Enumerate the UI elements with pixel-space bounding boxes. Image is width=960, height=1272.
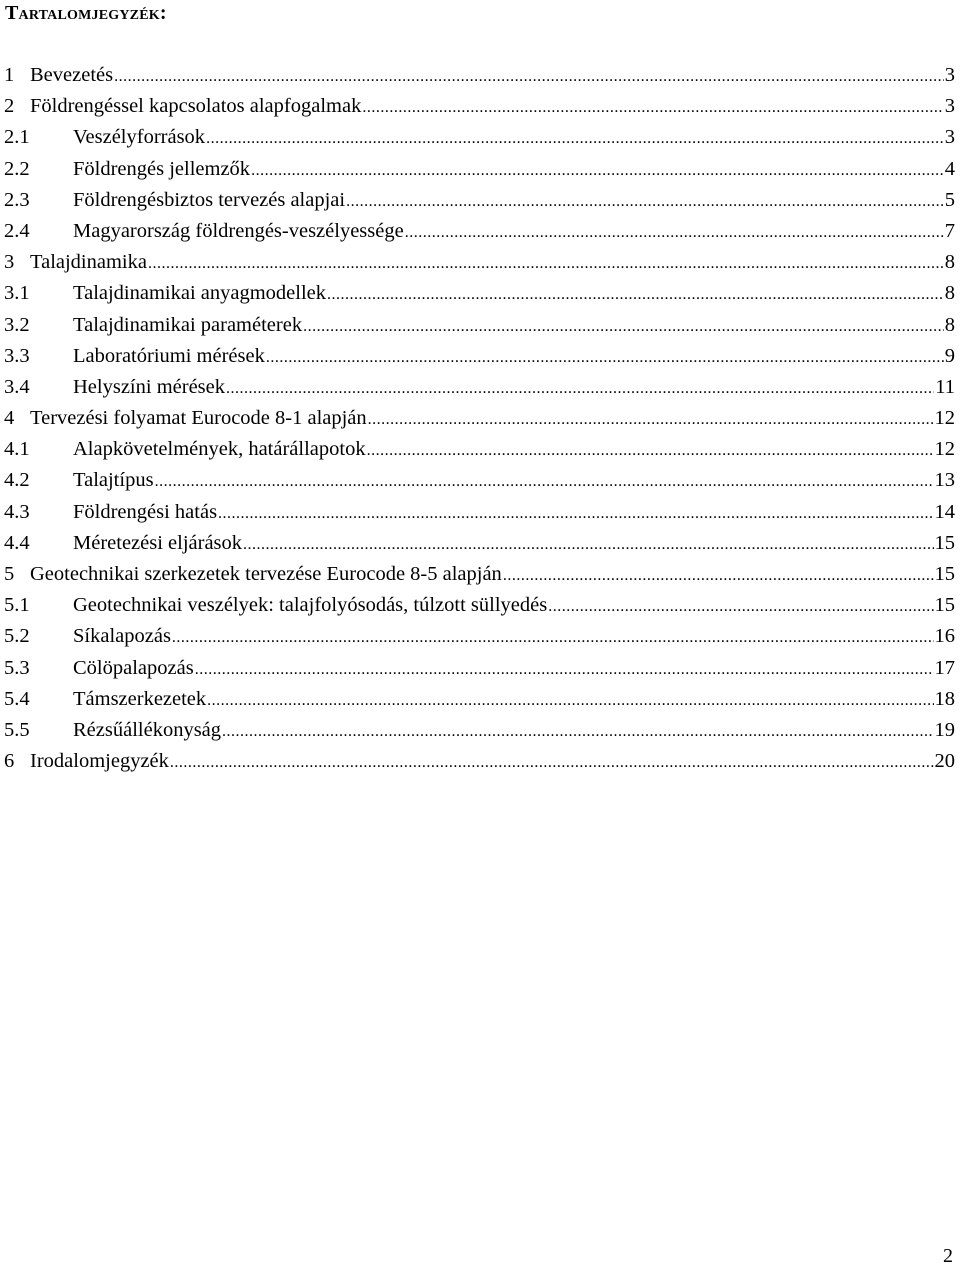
toc-entry-page: 3 <box>944 91 955 122</box>
toc-entry-page: 17 <box>934 653 956 684</box>
toc-entry-number: 3 <box>4 251 15 274</box>
toc-entry-label: Méretezési eljárások <box>73 528 243 559</box>
dot-leader <box>226 373 934 404</box>
toc-entry[interactable] <box>0 154 960 185</box>
toc-entry-page: 19 <box>934 715 956 746</box>
toc-entry-label: Rézsűállékonyság <box>73 715 222 746</box>
toc-entry-label: Laboratóriumi mérések <box>73 341 266 372</box>
toc-entry-label: Talajtípus <box>73 465 155 496</box>
dot-leader <box>346 186 944 217</box>
toc-entry-number: 4.2 <box>4 469 30 492</box>
toc-entry-number: 2.4 <box>4 219 30 242</box>
toc-entry-label: Talajdinamika <box>30 247 148 278</box>
toc-entry[interactable] <box>0 278 960 309</box>
toc-entry-page: 4 <box>944 154 955 185</box>
toc-entry[interactable] <box>0 122 960 153</box>
toc-entry-page: 15 <box>934 590 956 621</box>
toc-entry-number: 4 <box>4 407 15 430</box>
toc-entry-label: Cölöpalapozás <box>73 653 195 684</box>
dot-leader <box>243 529 933 560</box>
dot-leader <box>195 654 934 685</box>
toc-list <box>0 60 960 777</box>
toc-entry[interactable] <box>0 403 960 434</box>
toc-entry-page: 9 <box>944 341 955 372</box>
toc-entry[interactable] <box>0 341 960 372</box>
toc-entry-label: Támszerkezetek <box>73 684 207 715</box>
dot-leader <box>207 685 933 716</box>
toc-entry-number: 5.5 <box>4 718 30 741</box>
toc-entry-page: 8 <box>944 278 955 309</box>
toc-entry-number: 5.4 <box>4 687 30 710</box>
toc-entry[interactable] <box>0 465 960 496</box>
toc-title: Tartalomjegyzék: <box>5 2 167 24</box>
dot-leader <box>405 217 944 248</box>
toc-entry-page: 12 <box>934 434 956 465</box>
toc-entry-label: Helyszíni mérések <box>73 372 226 403</box>
dot-leader <box>503 560 934 591</box>
toc-entry-page: 12 <box>934 403 956 434</box>
toc-entry-number: 5.2 <box>4 625 30 648</box>
toc-entry[interactable] <box>0 60 960 91</box>
dot-leader <box>114 61 944 92</box>
toc-entry-label: Földrengésbiztos tervezés alapjai <box>73 185 346 216</box>
toc-entry-number: 5.3 <box>4 656 30 679</box>
dot-leader <box>362 92 943 123</box>
dot-leader <box>251 155 944 186</box>
toc-entry[interactable] <box>0 653 960 684</box>
toc-entry-label: Geotechnikai veszélyek: talajfolyósodás, túlzott süllyedés <box>73 590 548 621</box>
toc-entry[interactable] <box>0 559 960 590</box>
toc-entry-label: Alapkövetelmények, határállapotok <box>73 434 367 465</box>
toc-entry-number: 2 <box>4 95 15 118</box>
toc-entry-label: Földrengés jellemzők <box>73 154 251 185</box>
toc-entry-number: 1 <box>4 64 15 86</box>
dot-leader <box>206 123 944 154</box>
toc-entry-number: 5.1 <box>4 594 30 617</box>
toc-entry[interactable] <box>0 247 960 278</box>
toc-entry-number: 4.4 <box>4 531 30 554</box>
toc-entry-number: 3.2 <box>4 313 30 336</box>
toc-entry[interactable] <box>0 497 960 528</box>
toc-entry-number: 4.3 <box>4 500 30 523</box>
toc-entry-label: Síkalapozás <box>73 621 172 652</box>
toc-entry[interactable] <box>0 528 960 559</box>
dot-leader <box>548 591 933 622</box>
toc-entry[interactable] <box>0 216 960 247</box>
dot-leader <box>367 435 934 466</box>
toc-entry-number: 3.1 <box>4 282 30 305</box>
toc-entry-page: 11 <box>934 372 955 403</box>
toc-entry[interactable] <box>0 590 960 621</box>
toc-entry[interactable] <box>0 621 960 652</box>
toc-entry[interactable] <box>0 185 960 216</box>
toc-entry-label: Földrengéssel kapcsolatos alapfogalmak <box>30 91 362 122</box>
toc-entry-page: 3 <box>944 122 955 153</box>
toc-entry-label: Irodalomjegyzék <box>30 746 170 777</box>
toc-entry-label: Magyarország földrengés-veszélyessége <box>73 216 405 247</box>
toc-entry[interactable] <box>0 715 960 746</box>
dot-leader <box>368 404 934 435</box>
toc-entry[interactable] <box>0 746 960 777</box>
toc-entry-label: Földrengési hatás <box>73 497 218 528</box>
toc-entry[interactable] <box>0 372 960 403</box>
toc-entry-number: 3.3 <box>4 344 30 367</box>
toc-entry-page: 8 <box>944 310 955 341</box>
dot-leader <box>327 279 944 310</box>
toc-entry-page: 3 <box>944 60 955 91</box>
toc-entry-page: 14 <box>934 497 956 528</box>
dot-leader <box>218 498 933 529</box>
toc-entry-number: 3.4 <box>4 375 30 398</box>
toc-entry-page: 13 <box>934 465 956 496</box>
toc-entry-number: 2.3 <box>4 188 30 211</box>
page-number: 2 <box>943 1245 953 1267</box>
toc-entry-label: Bevezetés <box>30 60 114 91</box>
toc-entry-number: 2.1 <box>4 126 30 149</box>
toc-entry-page: 16 <box>934 621 956 652</box>
dot-leader <box>303 311 944 342</box>
toc-entry[interactable] <box>0 310 960 341</box>
toc-entry-page: 8 <box>944 247 955 278</box>
toc-entry-page: 20 <box>934 746 956 777</box>
toc-entry[interactable] <box>0 91 960 122</box>
dot-leader <box>148 248 944 279</box>
toc-entry-number: 4.1 <box>4 438 30 461</box>
dot-leader <box>266 342 944 373</box>
toc-entry-number: 6 <box>4 750 15 773</box>
toc-entry-page: 18 <box>934 684 956 715</box>
dot-leader <box>155 466 934 497</box>
toc-entry[interactable] <box>0 434 960 465</box>
toc-entry-page: 15 <box>934 528 956 559</box>
toc-entry-page: 7 <box>944 216 955 247</box>
toc-entry[interactable] <box>0 684 960 715</box>
toc-entry-number: 2.2 <box>4 157 30 180</box>
toc-entry-label: Talajdinamikai anyagmodellek <box>73 278 327 309</box>
toc-entry-label: Veszélyforrások <box>73 122 206 153</box>
toc-entry-label: Geotechnikai szerkezetek tervezése Eurocode 8-5 alapján <box>30 559 503 590</box>
toc-entry-page: 5 <box>944 185 955 216</box>
toc-entry-number: 5 <box>4 563 15 585</box>
toc-entry-page: 15 <box>934 559 956 590</box>
toc-entry-label: Tervezési folyamat Eurocode 8-1 alapján <box>30 403 368 434</box>
dot-leader <box>172 622 934 653</box>
dot-leader <box>222 716 933 747</box>
dot-leader <box>170 747 934 778</box>
toc-entry-label: Talajdinamikai paraméterek <box>73 310 303 341</box>
